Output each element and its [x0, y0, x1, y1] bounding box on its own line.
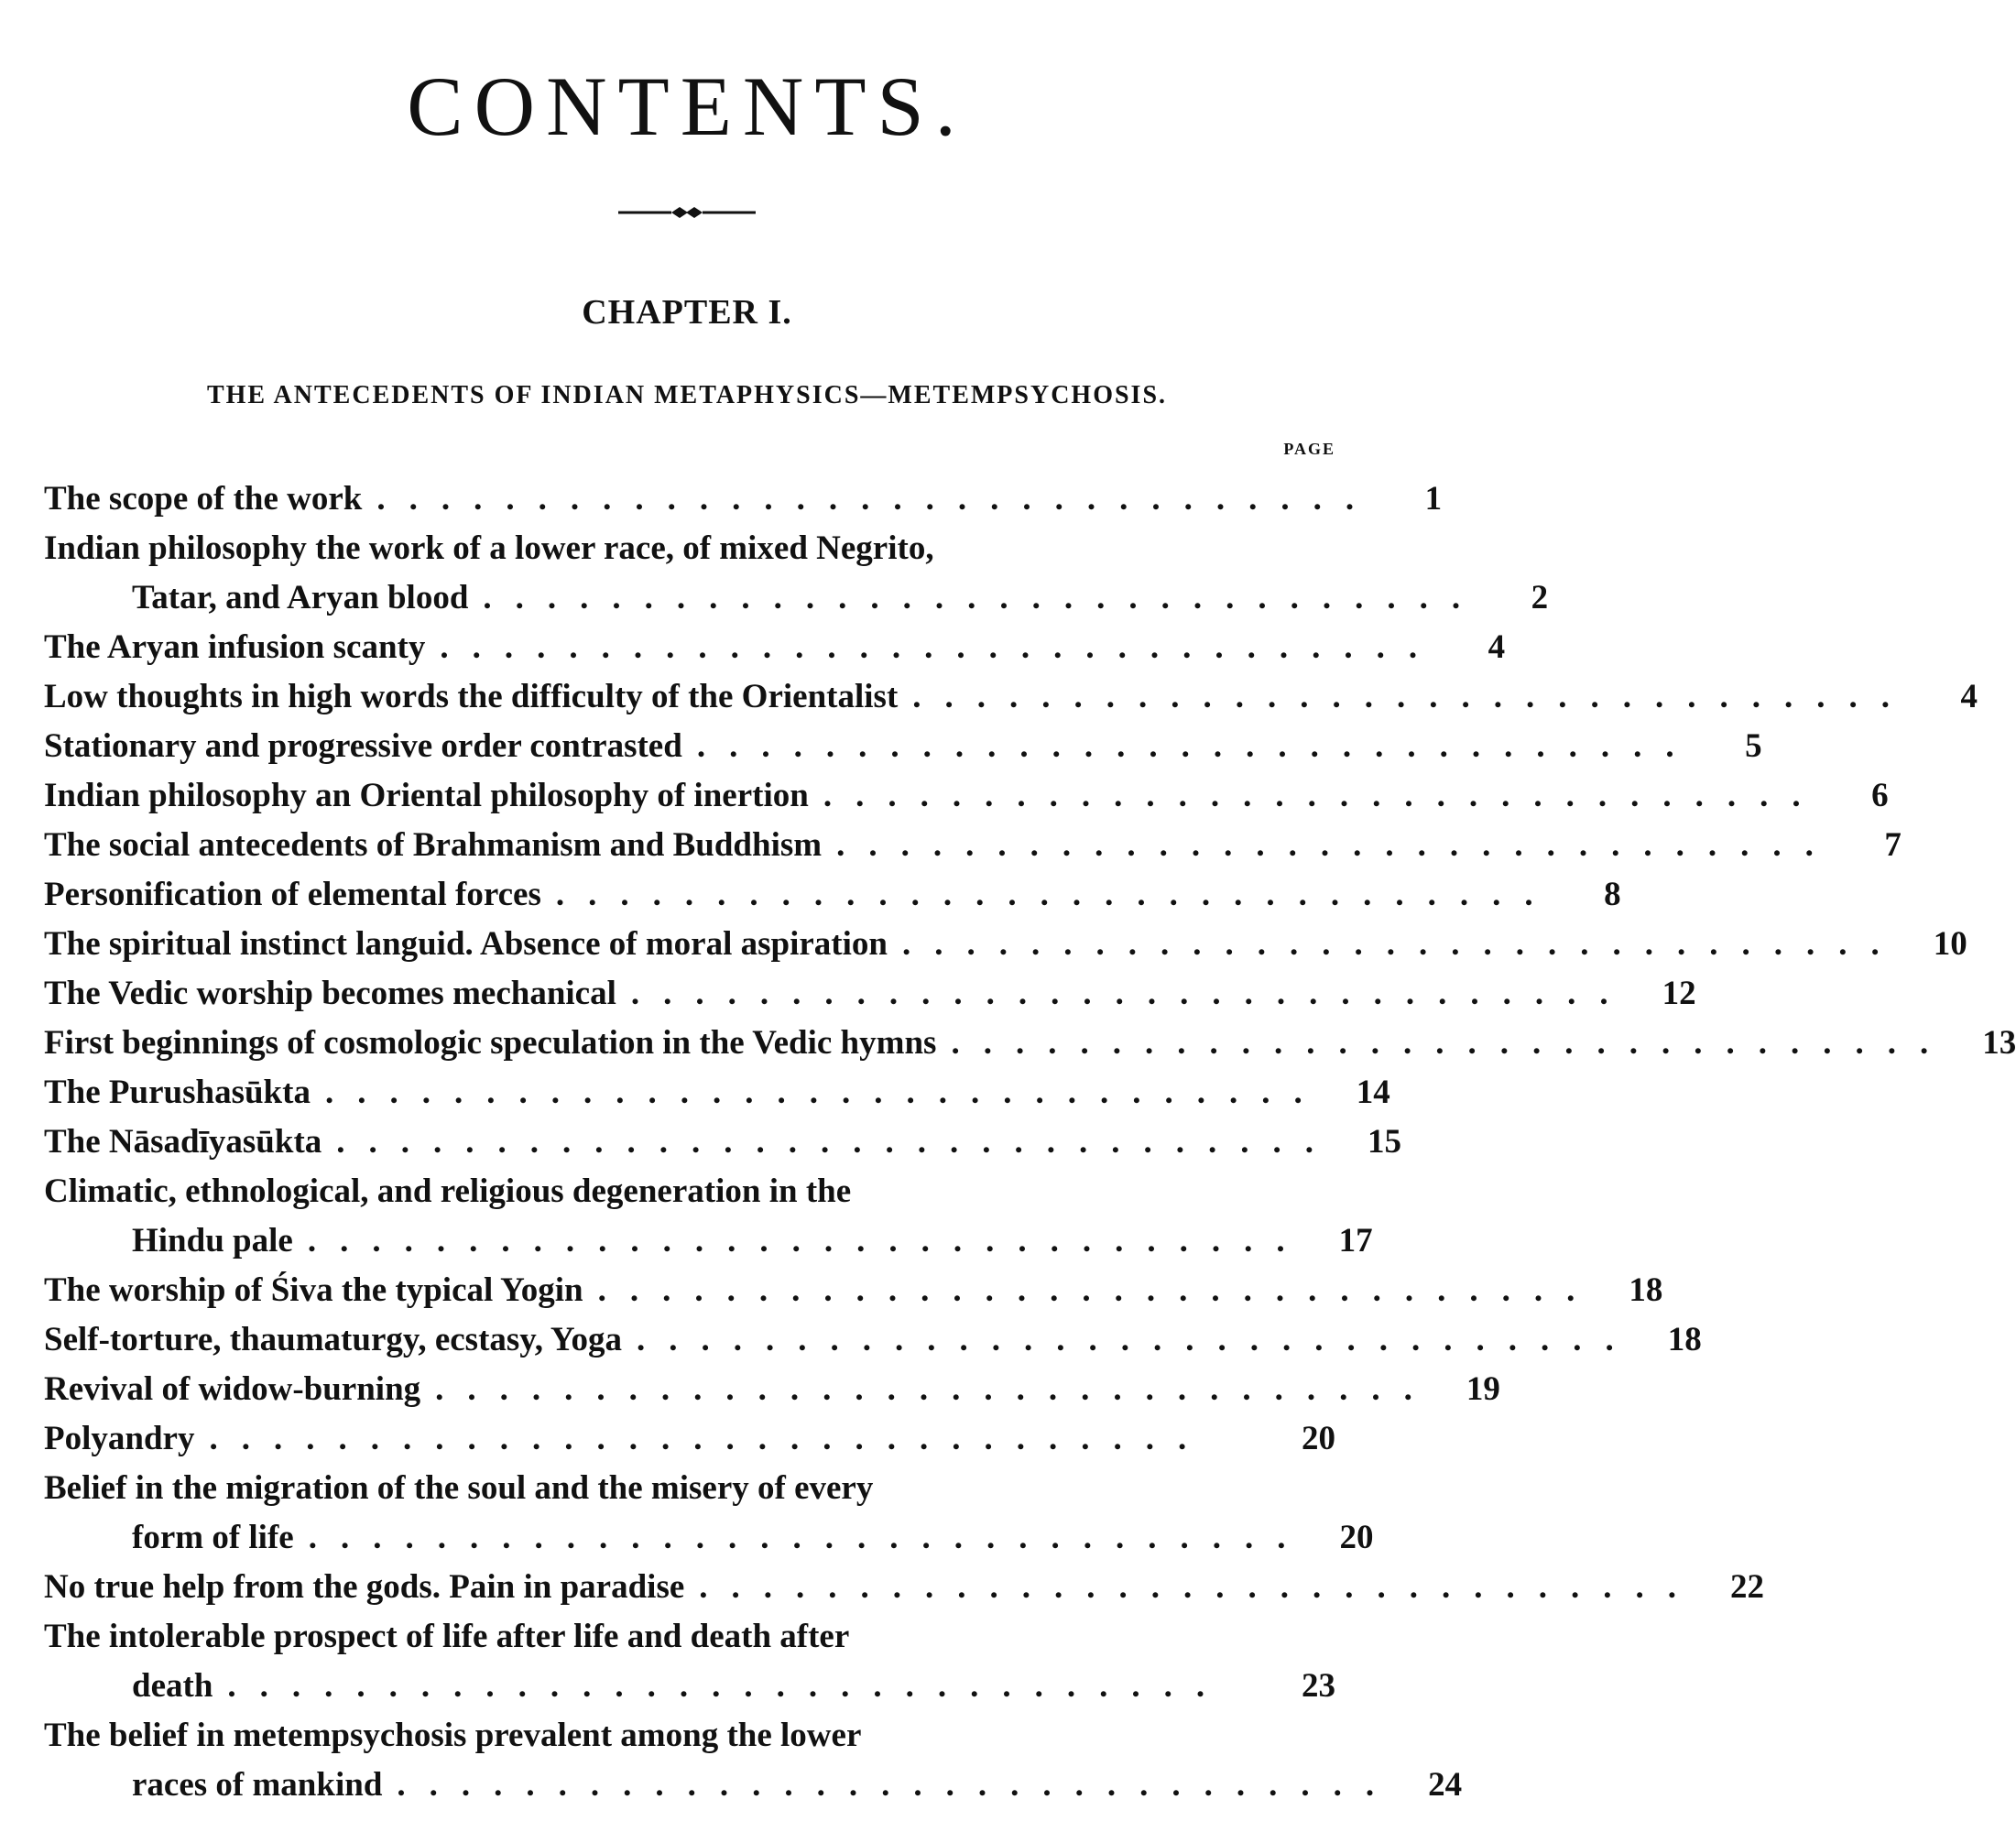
entry-title: form of life — [132, 1519, 294, 1556]
entry-title: The Vedic worship becomes mechanical — [44, 975, 616, 1012]
dot-leader: ............................... — [555, 876, 1557, 913]
dot-leader: ............................... — [435, 1370, 1436, 1408]
entry-page-number: 12 — [1662, 975, 1696, 1012]
entry-page-number: 10 — [1933, 925, 1967, 963]
contents-entry — [44, 1266, 1663, 1315]
entry-title: death — [132, 1667, 213, 1705]
contents-entry — [44, 1414, 1335, 1464]
entry-title: Polyandry — [44, 1420, 195, 1457]
entry-page-number: 18 — [1667, 1321, 1702, 1358]
entry-title-line: Indian philosophy the work of a lower race, of mixed Negrito, — [44, 529, 934, 567]
entry-title: races of mankind — [132, 1766, 383, 1804]
entry-title: The social antecedents of Brahmanism and Buddhism — [44, 826, 823, 864]
entry-title: Low thoughts in high words the difficulty of the Orientalist — [44, 678, 899, 715]
entry-title: The spiritual instinct languid. Absence of moral aspiration — [44, 925, 888, 963]
entry-title: The Aryan infusion scanty — [44, 628, 426, 666]
entry-page-number: 17 — [1338, 1222, 1373, 1260]
entry-page-number: 4 — [1487, 628, 1506, 666]
entry-page-number: 18 — [1629, 1271, 1663, 1309]
entry-page-number: 8 — [1604, 876, 1621, 913]
entry-title: The scope of the work — [44, 480, 363, 518]
contents-entry — [44, 722, 1762, 771]
contents-entry — [44, 474, 1443, 524]
dot-leader: ............................... — [823, 777, 1825, 814]
entry-title: The Purushasūkta — [44, 1074, 311, 1111]
contents-entry — [44, 821, 1902, 870]
entry-page-number: 20 — [1339, 1519, 1374, 1556]
ornament-divider-icon — [618, 203, 756, 222]
dot-leader: ............................... — [597, 1271, 1599, 1309]
contents-entry — [44, 1019, 2016, 1068]
entry-title: Personification of elemental forces — [44, 876, 541, 913]
entry-page-number: 1 — [1424, 480, 1443, 518]
entry-page-number: 22 — [1730, 1568, 1765, 1606]
contents-entry — [44, 1563, 1765, 1612]
entry-page-number: 7 — [1884, 826, 1902, 864]
contents-entry — [44, 1315, 1702, 1365]
contents-entry — [44, 1118, 1402, 1167]
contents-entry — [44, 870, 1621, 920]
dot-leader: ............................... — [696, 727, 1698, 765]
dot-leader: ............................... — [836, 826, 1837, 864]
contents-entry — [44, 672, 1978, 722]
dot-leader: ............................... — [902, 925, 1903, 963]
contents-entry — [44, 1612, 1335, 1711]
entry-title-line: The belief in metempsychosis prevalent among the lower — [44, 1717, 862, 1754]
dot-leader: ............................... — [912, 678, 1914, 715]
entry-title: Hindu pale — [132, 1222, 293, 1260]
contents-entry — [44, 1711, 1463, 1810]
dot-leader: ............................... — [483, 579, 1485, 616]
entry-title-line: Climatic, ethnological, and religious degeneration in the — [44, 1172, 852, 1210]
page-column-label: PAGE — [1283, 440, 1335, 458]
contents-list — [44, 474, 2016, 1810]
dot-leader: ............................... — [324, 1074, 1326, 1111]
entry-page-number: 24 — [1428, 1766, 1463, 1804]
entry-page-number: 19 — [1466, 1370, 1500, 1408]
entry-title: First beginnings of cosmologic speculation in the Vedic hymns — [44, 1024, 937, 1062]
dot-leader: ............................... — [209, 1420, 1211, 1457]
contents-entry — [44, 524, 1549, 623]
dot-leader: ............................... — [376, 480, 1379, 518]
entry-title-line: The intolerable prospect of life after life and death after — [44, 1618, 850, 1655]
entry-page-number: 5 — [1745, 727, 1762, 765]
entry-title-line: Belief in the migration of the soul and the misery of every — [44, 1469, 874, 1507]
chapter-subtitle: THE ANTECEDENTS OF INDIAN METAPHYSICS—METEMPSYCHOSIS. — [206, 381, 1168, 409]
entry-page-number: 23 — [1302, 1667, 1335, 1705]
dot-leader: ............................... — [440, 628, 1442, 666]
contents-entry — [44, 1464, 1374, 1563]
entry-page-number: 2 — [1531, 579, 1549, 616]
entry-page-number: 15 — [1368, 1123, 1402, 1161]
entry-title: The Nāsadīyasūkta — [44, 1123, 322, 1161]
dot-leader: ............................... — [637, 1321, 1638, 1358]
contents-entry — [44, 623, 1506, 672]
entry-page-number: 20 — [1302, 1420, 1335, 1457]
entry-title: Self-torture, thaumaturgy, ecstasy, Yoga — [44, 1321, 622, 1358]
entry-page-number: 14 — [1356, 1074, 1390, 1111]
entry-title: Stationary and progressive order contrasted — [44, 727, 682, 765]
page-title: CONTENTS. — [407, 60, 967, 153]
dot-leader: ............................... — [951, 1024, 1953, 1062]
dot-leader: ............................... — [699, 1568, 1701, 1606]
contents-entry — [44, 1068, 1390, 1118]
chapter-heading: CHAPTER I. — [582, 293, 792, 332]
contents-entry — [44, 969, 1696, 1019]
contents-entry — [44, 1365, 1500, 1414]
dot-leader: ............................... — [630, 975, 1632, 1012]
dot-leader: ............................... — [307, 1222, 1309, 1260]
dot-leader: ............................... — [397, 1766, 1399, 1804]
dot-leader: ............................... — [227, 1667, 1229, 1705]
contents-entry — [44, 771, 1889, 821]
entry-title: Tatar, and Aryan blood — [132, 579, 469, 616]
contents-entry — [44, 1167, 1373, 1266]
entry-title: The worship of Śiva the typical Yogin — [44, 1271, 583, 1309]
entry-title: Indian philosophy an Oriental philosophy of inertion — [44, 777, 809, 814]
dot-leader: ............................... — [336, 1123, 1338, 1161]
contents-entry — [44, 920, 1967, 969]
entry-title: No true help from the gods. Pain in paradise — [44, 1568, 685, 1606]
entry-page-number: 4 — [1960, 678, 1978, 715]
entry-page-number: 13 — [1982, 1024, 2016, 1062]
entry-page-number: 6 — [1871, 777, 1889, 814]
dot-leader: ............................... — [308, 1519, 1310, 1556]
entry-title: Revival of widow-burning — [44, 1370, 421, 1408]
